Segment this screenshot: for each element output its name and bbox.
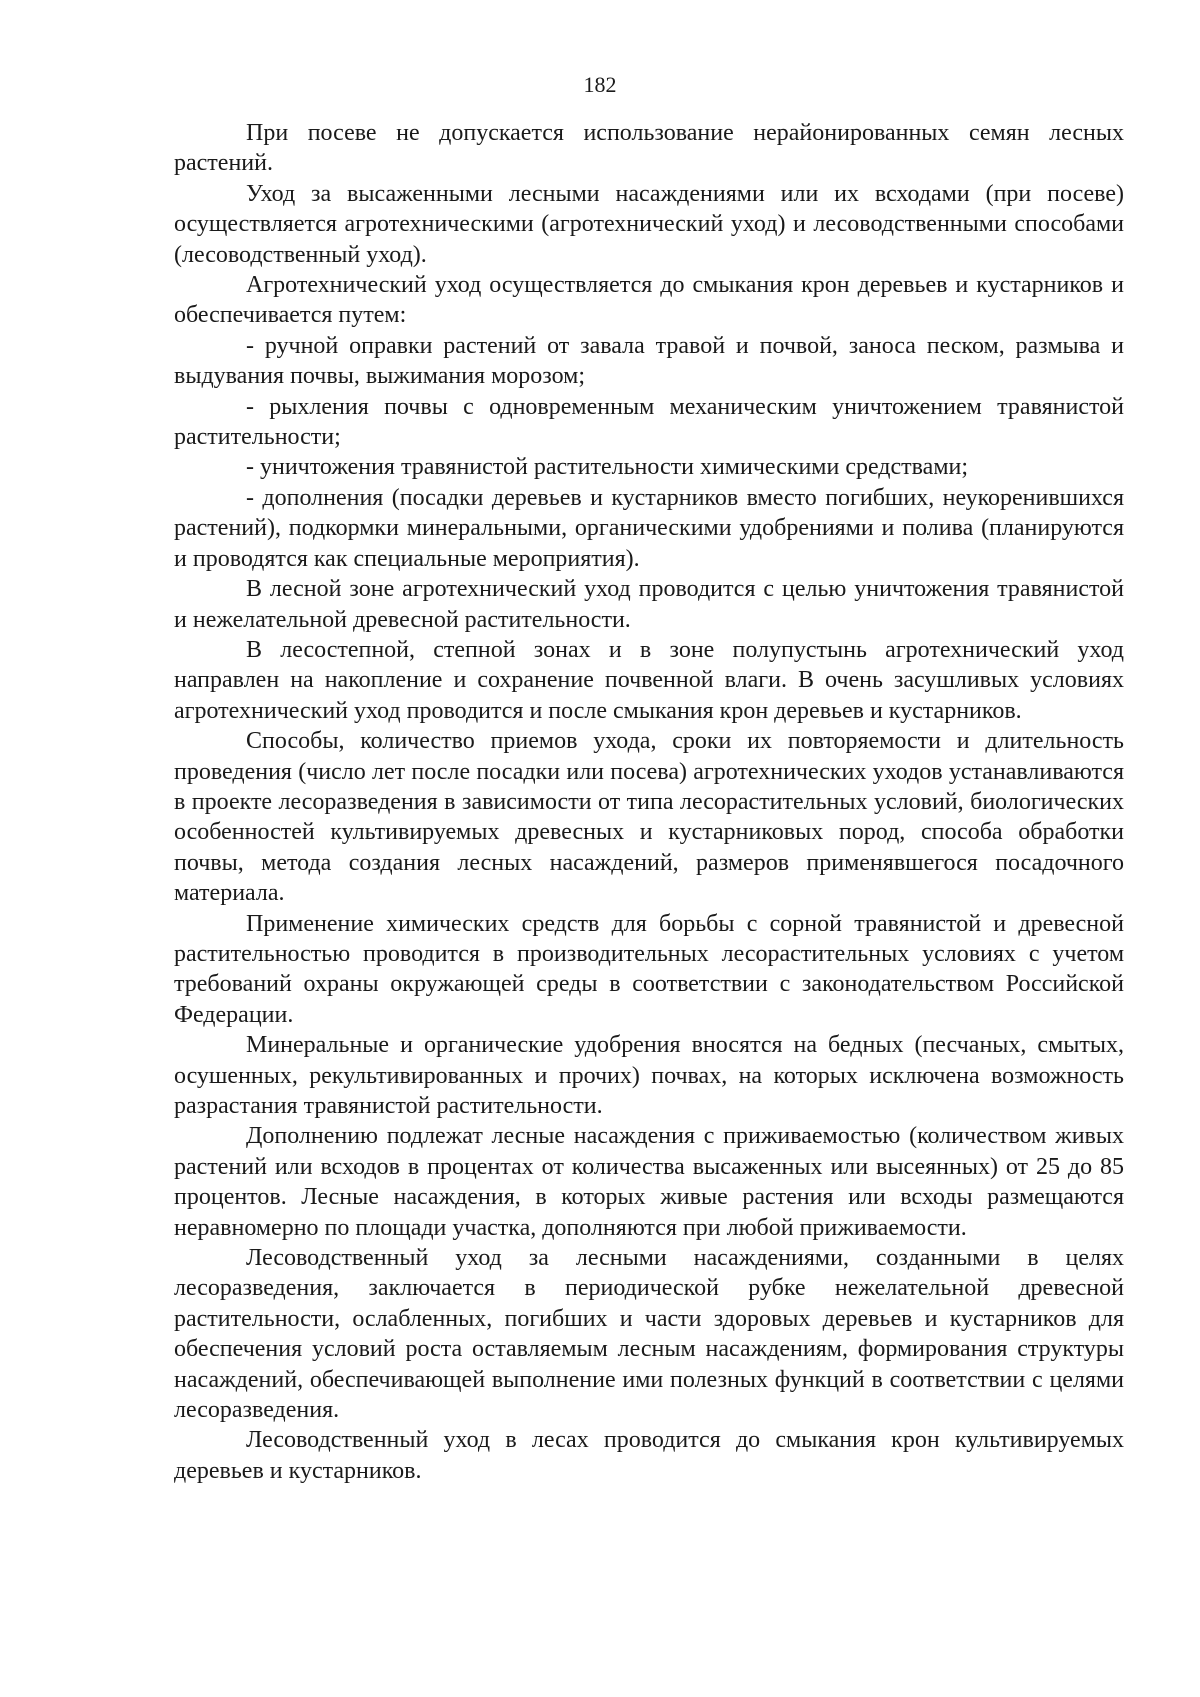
- list-item-loosening: - рыхления почвы с одновременным механическим уничтожением травянистой растительности;: [174, 393, 1124, 451]
- list-item-manual-clearing: - ручной оправки растений от завала травой и почвой, заноса песком, размыва и выдувания почвы, выжимания морозом;: [174, 332, 1124, 390]
- paragraph-chemicals: Применение химических средств для борьбы с сорной травянистой и древесной растительностью проводится в производительных лесорастительных условиях с учетом требований охраны окружающей среды в соответствии с законодательством Российской Федерации.: [174, 910, 1124, 1028]
- page-number: 182: [583, 72, 617, 97]
- paragraph-methods: Способы, количество приемов ухода, сроки их повторяемости и длительность проведения (число лет после посадки или посева) агротехнических уходов устанавливаются в проекте лесоразведения в зависимости от типа лесорастительных условий, биологических особенностей культивируемых древесных и кустарниковых пород, способа обработки почвы, метода создания лесных насаждений, размеров применявшегося посадочного материала.: [174, 728, 1124, 907]
- document-body: [174, 118, 1124, 1486]
- list-item-supplementing: - дополнения (посадки деревьев и кустарников вместо погибших, неукоренившихся растений), подкормки минеральными, органическими удобрениями и полива (планируются и проводятся как специальные мероприятия).: [174, 484, 1124, 572]
- paragraph-supplementing: Дополнению подлежат лесные насаждения с приживаемостью (количеством живых растений или всходов в процентах от количества высаженных или высеянных) от 25 до 85 процентов. Лесные насаждения, в которых живые растения или всходы размещаются неравномерно по площади участка, дополняются при любой приживаемости.: [174, 1123, 1124, 1241]
- paragraph-forest-zone: В лесной зоне агротехнический уход проводится с целью уничтожения травянистой и нежелательной древесной растительности.: [174, 576, 1124, 633]
- paragraph-fertilizers: Минеральные и органические удобрения вносятся на бедных (песчаных, смытых, осушенных, рекультивированных и прочих) почвах, на которых исключена возможность разрастания травянистой растительности.: [174, 1032, 1124, 1119]
- paragraph-steppe-zone: В лесостепной, степной зонах и в зоне полупустынь агротехнический уход направлен на накопление и сохранение почвенной влаги. В очень засушливых условиях агротехнический уход проводится и после смыкания крон деревьев и кустарников.: [174, 636, 1124, 724]
- paragraph-care-duration: Лесоводственный уход в лесах проводится до смыкания крон культивируемых деревьев и кустарников.: [174, 1427, 1124, 1484]
- paragraph-silvicultural-care: Лесоводственный уход за лесными насаждениями, созданными в целях лесоразведения, заключается в периодической рубке нежелательной древесной растительности, ослабленных, погибших и части здоровых деревьев и кустарников для обеспечения условий роста оставляемым лесным насаждениям, формирования структуры насаждений, обеспечивающей выполнение ими полезных функций в соответствии с целями лесоразведения.: [174, 1245, 1124, 1424]
- paragraph-3: Агротехнический уход осуществляется до смыкания крон деревьев и кустарников и обеспечивается путем:: [174, 272, 1124, 329]
- paragraph-2: Уход за высаженными лесными насаждениями или их всходами (при посеве) осуществляется агротехническими (агротехнический уход) и лесоводственными способами (лесоводственный уход).: [174, 180, 1124, 268]
- list-item-chemical-control: - уничтожения травянистой растительности химическими средствами;: [246, 454, 969, 481]
- paragraph-1: При посеве не допускается использование нерайонированных семян лесных растений.: [174, 120, 1124, 177]
